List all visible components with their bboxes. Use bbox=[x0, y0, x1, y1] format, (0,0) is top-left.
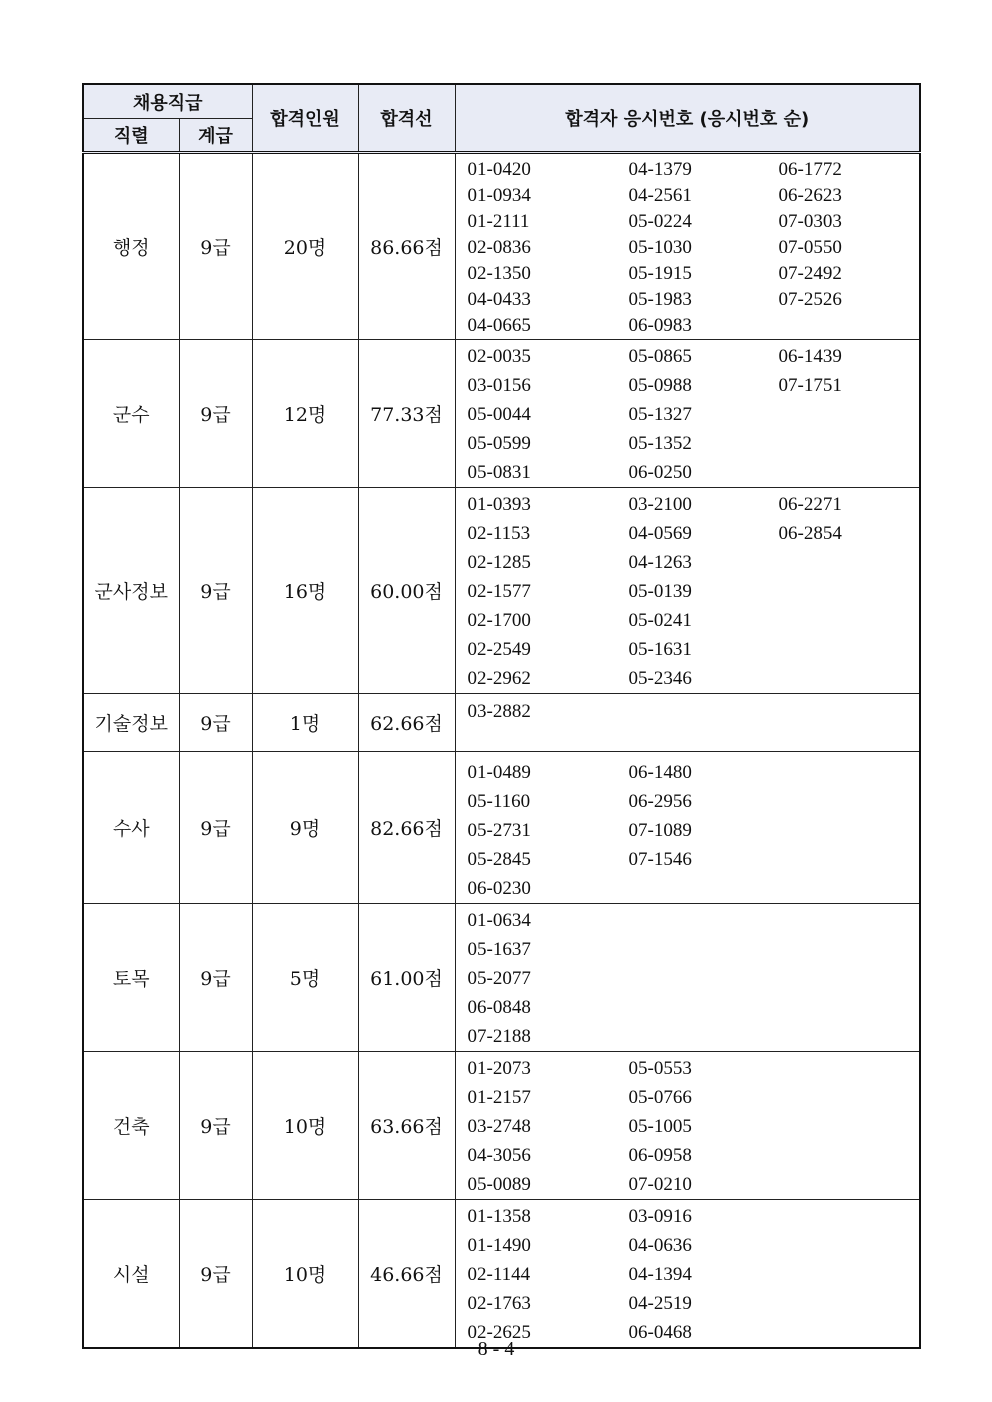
series-cell: 기술정보 bbox=[83, 694, 179, 752]
exam-number bbox=[779, 577, 929, 606]
exam-number: 05-0988 bbox=[628, 375, 692, 396]
exam-number: 02-2625 bbox=[467, 1322, 531, 1343]
exam-number: 05-1327 bbox=[628, 404, 692, 425]
exam-number: 06-0983 bbox=[628, 315, 692, 336]
exam-number: 01-0489 bbox=[467, 762, 531, 783]
grade-cell: 9급 bbox=[179, 340, 252, 488]
exam-number: 05-1005 bbox=[628, 1116, 692, 1137]
table-row bbox=[83, 752, 920, 904]
exam-number: 02-1577 bbox=[467, 581, 531, 602]
exam-number bbox=[779, 1112, 929, 1141]
exam-number: 01-0393 bbox=[467, 494, 531, 515]
cutoff-cell: 60.00점 bbox=[358, 488, 455, 694]
exam-numbers-grid bbox=[468, 1054, 920, 1199]
exam-number: 03-2882 bbox=[467, 701, 531, 722]
exam-number: 06-2623 bbox=[778, 185, 842, 206]
exam-number: 01-0634 bbox=[467, 910, 531, 931]
exam-number: 07-1751 bbox=[778, 375, 842, 396]
exam-number: 03-2100 bbox=[628, 494, 692, 515]
exam-number: 03-2748 bbox=[467, 1116, 531, 1137]
exam-number bbox=[779, 1083, 929, 1112]
exam-numbers-grid bbox=[468, 906, 920, 1051]
count-cell: 10명 bbox=[252, 1052, 358, 1200]
exam-number bbox=[629, 935, 779, 964]
table-row bbox=[83, 488, 920, 694]
exam-number: 02-1153 bbox=[467, 523, 531, 544]
table-row bbox=[83, 1200, 920, 1349]
exam-number: 07-1546 bbox=[628, 849, 692, 870]
exam-number: 05-0139 bbox=[628, 581, 692, 602]
exam-number: 05-1030 bbox=[628, 237, 692, 258]
exam-number: 07-2526 bbox=[778, 289, 842, 310]
count-cell: 20명 bbox=[252, 153, 358, 340]
exam-number bbox=[629, 906, 779, 935]
grade-cell: 9급 bbox=[179, 752, 252, 904]
exam-number: 05-0553 bbox=[628, 1058, 692, 1079]
exam-numbers-cell bbox=[455, 153, 920, 340]
exam-number: 01-0420 bbox=[467, 159, 531, 180]
cutoff-cell: 63.66점 bbox=[358, 1052, 455, 1200]
exam-number: 05-2845 bbox=[467, 849, 531, 870]
exam-number bbox=[779, 548, 929, 577]
series-cell: 군수 bbox=[83, 340, 179, 488]
count-cell: 12명 bbox=[252, 340, 358, 488]
exam-number: 06-1772 bbox=[778, 159, 842, 180]
exam-number: 06-0250 bbox=[628, 462, 692, 483]
exam-numbers-cell bbox=[455, 904, 920, 1052]
exam-number: 05-1915 bbox=[628, 263, 692, 284]
exam-number: 06-2271 bbox=[778, 494, 842, 515]
exam-number bbox=[779, 816, 929, 845]
header-count: 합격인원 bbox=[252, 84, 358, 153]
exam-number: 06-1439 bbox=[778, 346, 842, 367]
exam-number: 05-2731 bbox=[467, 820, 531, 841]
exam-number: 04-2561 bbox=[628, 185, 692, 206]
exam-number: 05-0241 bbox=[628, 610, 692, 631]
exam-number: 05-1160 bbox=[467, 791, 531, 812]
exam-number: 03-0156 bbox=[467, 375, 531, 396]
grade-cell: 9급 bbox=[179, 694, 252, 752]
exam-number bbox=[779, 1289, 929, 1318]
exam-number: 04-0665 bbox=[467, 315, 531, 336]
exam-number: 07-2188 bbox=[467, 1026, 531, 1047]
exam-number: 06-2854 bbox=[778, 523, 842, 544]
exam-number bbox=[779, 1260, 929, 1289]
exam-numbers-grid bbox=[468, 342, 920, 487]
exam-number bbox=[779, 993, 929, 1022]
exam-number: 01-1490 bbox=[467, 1235, 531, 1256]
table-row bbox=[83, 153, 920, 340]
exam-numbers-grid bbox=[468, 157, 920, 339]
count-cell: 5명 bbox=[252, 904, 358, 1052]
exam-number: 02-2549 bbox=[467, 639, 531, 660]
exam-number bbox=[779, 758, 929, 787]
table-row bbox=[83, 904, 920, 1052]
count-cell: 10명 bbox=[252, 1200, 358, 1349]
exam-number: 05-0766 bbox=[628, 1087, 692, 1108]
header-series: 직렬 bbox=[83, 119, 179, 153]
count-cell: 16명 bbox=[252, 488, 358, 694]
exam-number: 05-0089 bbox=[467, 1174, 531, 1195]
table-header bbox=[83, 84, 920, 153]
exam-number: 05-1352 bbox=[628, 433, 692, 454]
exam-number bbox=[779, 906, 929, 935]
exam-number: 05-1637 bbox=[467, 939, 531, 960]
table-row bbox=[83, 694, 920, 752]
exam-number: 01-2073 bbox=[467, 1058, 531, 1079]
exam-numbers-grid bbox=[468, 697, 920, 726]
page-number: 8 - 4 bbox=[477, 1338, 515, 1360]
exam-number: 05-1631 bbox=[628, 639, 692, 660]
series-cell: 행정 bbox=[83, 153, 179, 340]
exam-number: 05-2346 bbox=[628, 668, 692, 689]
header-grade: 계급 bbox=[179, 119, 252, 153]
exam-number bbox=[779, 1054, 929, 1083]
exam-numbers-cell bbox=[455, 1052, 920, 1200]
exam-number: 02-2962 bbox=[467, 668, 531, 689]
cutoff-cell: 61.00점 bbox=[358, 904, 455, 1052]
exam-number bbox=[779, 1202, 929, 1231]
cutoff-cell: 82.66점 bbox=[358, 752, 455, 904]
exam-number bbox=[779, 606, 929, 635]
exam-numbers-grid bbox=[468, 758, 920, 903]
exam-number: 03-0916 bbox=[628, 1206, 692, 1227]
exam-numbers-cell bbox=[455, 694, 920, 752]
exam-numbers-cell bbox=[455, 752, 920, 904]
exam-number bbox=[779, 429, 929, 458]
exam-number: 05-1983 bbox=[628, 289, 692, 310]
table-body bbox=[83, 153, 920, 1349]
count-cell: 1명 bbox=[252, 694, 358, 752]
exam-number: 05-0224 bbox=[628, 211, 692, 232]
exam-numbers-grid bbox=[468, 1202, 920, 1347]
exam-number: 04-2519 bbox=[628, 1293, 692, 1314]
exam-number: 06-0230 bbox=[467, 878, 531, 899]
exam-number bbox=[779, 1231, 929, 1260]
grade-cell: 9급 bbox=[179, 1200, 252, 1349]
exam-number: 04-0569 bbox=[628, 523, 692, 544]
cutoff-cell: 46.66점 bbox=[358, 1200, 455, 1349]
exam-number: 05-0831 bbox=[467, 462, 531, 483]
grade-cell: 9급 bbox=[179, 1052, 252, 1200]
exam-numbers-cell bbox=[455, 1200, 920, 1349]
exam-number: 04-1379 bbox=[628, 159, 692, 180]
exam-number bbox=[779, 635, 929, 664]
exam-number: 05-0865 bbox=[628, 346, 692, 367]
exam-number: 02-1763 bbox=[467, 1293, 531, 1314]
exam-number bbox=[779, 935, 929, 964]
exam-number: 05-2077 bbox=[467, 968, 531, 989]
exam-number: 01-0934 bbox=[467, 185, 531, 206]
exam-number bbox=[629, 993, 779, 1022]
exam-number: 06-0468 bbox=[628, 1322, 692, 1343]
count-cell: 9명 bbox=[252, 752, 358, 904]
cutoff-cell: 62.66점 bbox=[358, 694, 455, 752]
series-cell: 시설 bbox=[83, 1200, 179, 1349]
exam-number: 04-1394 bbox=[628, 1264, 692, 1285]
exam-number: 07-0303 bbox=[778, 211, 842, 232]
exam-number bbox=[779, 787, 929, 816]
exam-number: 07-1089 bbox=[628, 820, 692, 841]
exam-numbers-grid bbox=[468, 490, 920, 693]
series-cell: 군사정보 bbox=[83, 488, 179, 694]
exam-number bbox=[779, 1141, 929, 1170]
exam-number bbox=[629, 964, 779, 993]
series-cell: 수사 bbox=[83, 752, 179, 904]
exam-number bbox=[779, 400, 929, 429]
header-cutoff: 합격선 bbox=[358, 84, 455, 153]
exam-number: 05-0044 bbox=[467, 404, 531, 425]
exam-number: 04-1263 bbox=[628, 552, 692, 573]
series-cell: 건축 bbox=[83, 1052, 179, 1200]
grade-cell: 9급 bbox=[179, 153, 252, 340]
exam-number: 05-0599 bbox=[467, 433, 531, 454]
exam-number: 02-0035 bbox=[467, 346, 531, 367]
exam-number: 01-1358 bbox=[467, 1206, 531, 1227]
exam-number: 06-0958 bbox=[628, 1145, 692, 1166]
results-table bbox=[82, 83, 921, 1349]
exam-number: 04-3056 bbox=[467, 1145, 531, 1166]
exam-number: 01-2157 bbox=[467, 1087, 531, 1108]
exam-number: 06-0848 bbox=[467, 997, 531, 1018]
header-group: 채용직급 bbox=[83, 84, 252, 119]
exam-number: 01-2111 bbox=[467, 211, 530, 232]
exam-number: 07-2492 bbox=[778, 263, 842, 284]
table-row bbox=[83, 340, 920, 488]
exam-number: 02-1285 bbox=[467, 552, 531, 573]
header-numbers: 합격자 응시번호 (응시번호 순) bbox=[455, 84, 920, 153]
grade-cell: 9급 bbox=[179, 488, 252, 694]
exam-number: 06-1480 bbox=[628, 762, 692, 783]
exam-number: 04-0636 bbox=[628, 1235, 692, 1256]
exam-number: 02-1350 bbox=[467, 263, 531, 284]
cutoff-cell: 86.66점 bbox=[358, 153, 455, 340]
exam-number bbox=[779, 964, 929, 993]
exam-number: 06-2956 bbox=[628, 791, 692, 812]
exam-numbers-cell bbox=[455, 340, 920, 488]
exam-number: 07-0210 bbox=[628, 1174, 692, 1195]
exam-numbers-cell bbox=[455, 488, 920, 694]
exam-number: 02-1144 bbox=[467, 1264, 531, 1285]
exam-number: 02-0836 bbox=[467, 237, 531, 258]
exam-number: 02-1700 bbox=[467, 610, 531, 631]
series-cell: 토목 bbox=[83, 904, 179, 1052]
grade-cell: 9급 bbox=[179, 904, 252, 1052]
exam-number: 04-0433 bbox=[467, 289, 531, 310]
cutoff-cell: 77.33점 bbox=[358, 340, 455, 488]
exam-number: 07-0550 bbox=[778, 237, 842, 258]
exam-number bbox=[779, 845, 929, 874]
table-row bbox=[83, 1052, 920, 1200]
